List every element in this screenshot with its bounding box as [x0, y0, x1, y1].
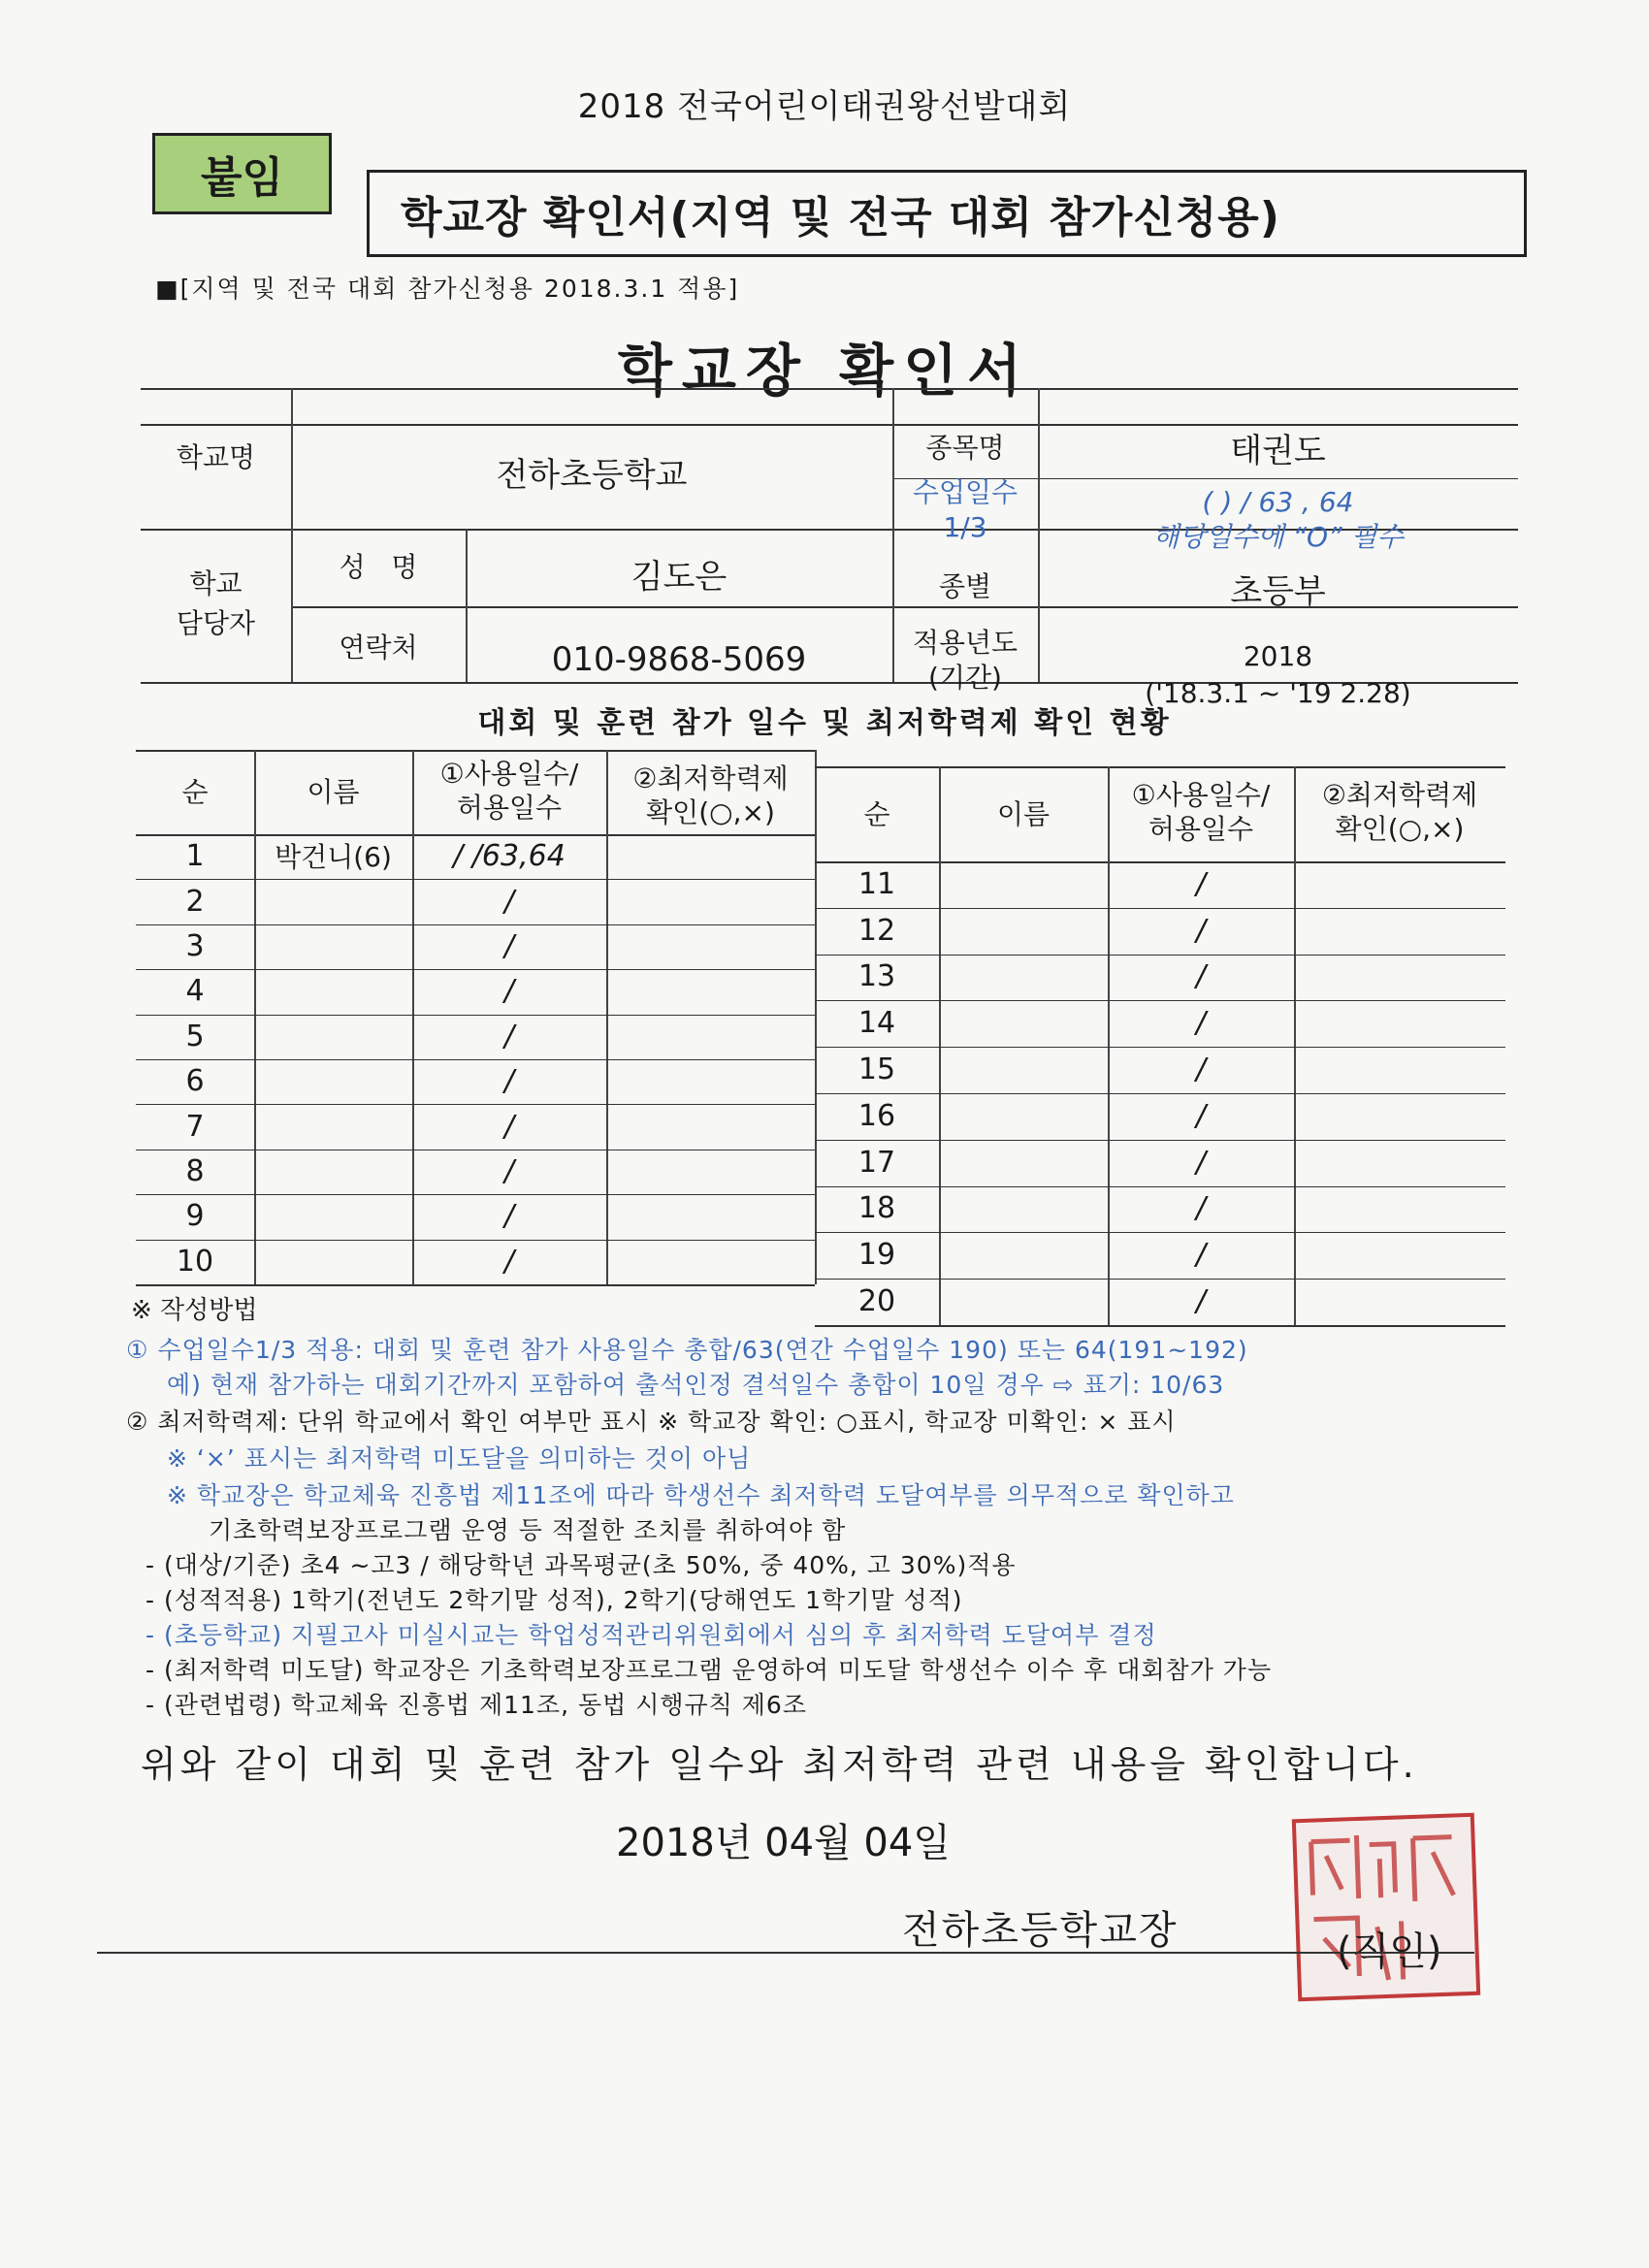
- rule: [815, 1325, 1505, 1327]
- col-header-grade-line2: 확인(○,×): [646, 796, 775, 828]
- row-name: [254, 1150, 412, 1194]
- school-name-label: 학교명: [176, 441, 256, 474]
- note-3: ② 최저학력제: 단위 학교에서 확인 여부만 표시 ※ 학교장 확인: ○표시, 학교장 미확인: × 표시: [126, 1408, 1177, 1436]
- row-days: /: [503, 1153, 515, 1188]
- row-name: [254, 1194, 412, 1239]
- row-check: [606, 1015, 815, 1059]
- row-number: 16: [857, 1098, 896, 1133]
- col-header-grade: [606, 761, 815, 829]
- row-number: 18: [857, 1191, 896, 1226]
- row-check: [606, 1150, 815, 1194]
- row-check: [1294, 1000, 1505, 1047]
- row-days: /: [1195, 913, 1207, 948]
- notes-heading: ※ 작성방법: [131, 1296, 258, 1325]
- col-header-days-line1: ①사용일수/: [1131, 779, 1271, 811]
- row-check: [606, 834, 815, 879]
- row-check: [1294, 955, 1505, 1001]
- row-name: [939, 908, 1108, 955]
- row-number: 12: [857, 913, 896, 948]
- document-title: 학교장 확인서: [617, 338, 1032, 404]
- note-4: ※ ‘×’ 표시는 최저학력 미도달을 의미하는 것이 아님: [167, 1444, 752, 1473]
- row-days: /: [1195, 1145, 1207, 1180]
- row-number: 8: [185, 1153, 205, 1188]
- row-number: 13: [857, 959, 896, 994]
- row-check: [606, 1240, 815, 1284]
- row-days: /: [503, 974, 515, 1009]
- row-days: /: [503, 884, 515, 919]
- event-title: 2018 전국어린이태권왕선발대회: [577, 87, 1072, 126]
- person-name: 김도은: [630, 557, 728, 597]
- row-number: 3: [185, 928, 205, 963]
- row-days: /: [1195, 959, 1207, 994]
- row-name: [254, 1240, 412, 1284]
- note-1: ① 수업일수1/3 적용: 대회 및 훈련 참가 사용일수 총합/63(연간 수업일수 190) 또는 64(191~192): [126, 1336, 1248, 1364]
- note-6: 기초학력보장프로그램 운영 등 적절한 조치를 취하여야 함: [209, 1516, 847, 1544]
- row-name: 박건니(6): [275, 840, 392, 873]
- row-check: [606, 1194, 815, 1239]
- row-number: 9: [185, 1199, 205, 1234]
- row-number: 4: [185, 974, 205, 1009]
- note-7: - (대상/기준) 초4 ~고3 / 해당학년 과목평균(초 50%, 중 40%, 고 30%)적용: [146, 1551, 1017, 1579]
- row-name: [254, 969, 412, 1014]
- row-number: 6: [185, 1064, 205, 1099]
- row-days: /: [503, 1109, 515, 1144]
- row-check: [606, 1104, 815, 1149]
- row-name: [939, 861, 1108, 908]
- class-days-label: [892, 475, 1038, 546]
- rule: [141, 388, 1518, 390]
- class-days-value-line2: 해당일수에 “O” 필수: [1152, 521, 1404, 554]
- row-number: 5: [185, 1019, 205, 1053]
- year-value-line2: ('18.3.1 ~ '19 2.28): [1145, 676, 1411, 709]
- row-name: [939, 1279, 1108, 1325]
- col-header-grade-line2: 확인(○,×): [1335, 813, 1465, 845]
- form-heading: 학교장 확인서(지역 및 전국 대회 참가신청용): [367, 170, 1527, 257]
- row-name: [254, 879, 412, 923]
- division-value: 초등부: [1230, 571, 1326, 611]
- row-number: 10: [176, 1244, 214, 1279]
- row-name: [939, 1232, 1108, 1279]
- col-header-days: [1108, 778, 1294, 846]
- row-check: [1294, 908, 1505, 955]
- bottom-rule: [97, 1952, 1474, 1954]
- class-days-value: [1038, 485, 1518, 556]
- row-days: /: [1195, 1238, 1207, 1273]
- row-days: /: [1195, 1098, 1207, 1133]
- row-check: [606, 924, 815, 969]
- row-check: [606, 969, 815, 1014]
- row-number: 11: [857, 866, 896, 901]
- row-check: [1294, 1279, 1505, 1325]
- row-number: 20: [857, 1284, 896, 1319]
- seal-text: (직인): [1337, 1929, 1442, 1974]
- row-name: [939, 1000, 1108, 1047]
- row-name: [254, 1015, 412, 1059]
- row-number: 19: [857, 1238, 896, 1273]
- note-2: 예) 현재 참가하는 대회기간까지 포함하여 출석인정 결석일수 총합이 10일 경우 ⇨ 표기: 10/63: [167, 1371, 1225, 1399]
- row-number: 17: [857, 1145, 896, 1180]
- row-check: [606, 879, 815, 923]
- row-name: [939, 1093, 1108, 1140]
- school-name: 전하초등학교: [496, 455, 688, 495]
- row-days: /: [1195, 1284, 1207, 1319]
- row-name: [939, 1186, 1108, 1233]
- row-number: 1: [185, 839, 205, 874]
- year-label: [892, 626, 1038, 697]
- row-check: [606, 1059, 815, 1104]
- row-number: 14: [857, 1006, 896, 1041]
- signer: 전하초등학교장: [902, 1908, 1179, 1953]
- col-header-days: [412, 757, 606, 825]
- class-days-label-line2: 1/3: [943, 511, 987, 544]
- row-days: /: [503, 1199, 515, 1234]
- col-header-grade-line1: ②최저학력제: [1321, 779, 1478, 811]
- staff-label-line2: 담당자: [176, 606, 256, 639]
- note-10: - (최저학력 미도달) 학교장은 기초학력보장프로그램 운영하여 미도달 학생선수 이수 후 대회참가 가능: [146, 1656, 1273, 1684]
- row-days: / /63,64: [453, 839, 566, 874]
- year-label-line1: 적용년도: [912, 627, 1018, 659]
- class-days-value-line1: ( ) / 63 , 64: [1202, 486, 1354, 518]
- row-check: [1294, 1140, 1505, 1186]
- col-header-grade-line1: ②최저학력제: [632, 762, 789, 794]
- row-days: /: [1195, 1053, 1207, 1087]
- row-number: 2: [185, 884, 205, 919]
- row-name: [254, 1059, 412, 1104]
- contact-value: 010-9868-5069: [551, 639, 807, 679]
- col-header-days-line1: ①사용일수/: [439, 758, 579, 790]
- row-days: /: [503, 1019, 515, 1053]
- year-value-line1: 2018: [1243, 640, 1313, 672]
- table-section-title: 대회 및 훈련 참가 일수 및 최저학력제 확인 현황: [477, 706, 1172, 740]
- note-5: ※ 학교장은 학교체육 진흥법 제11조에 따라 학생선수 최저학력 도달여부를 의무적으로 확인하고: [167, 1481, 1235, 1509]
- col-header-grade: [1294, 778, 1505, 846]
- row-name: [939, 1140, 1108, 1186]
- row-days: /: [503, 1244, 515, 1279]
- attachment-tag: 붙임: [152, 133, 332, 214]
- contact-label: 연락처: [339, 632, 418, 664]
- row-name: [939, 1047, 1108, 1093]
- row-name: [254, 924, 412, 969]
- row-check: [1294, 1093, 1505, 1140]
- event-value: 태권도: [1230, 431, 1326, 470]
- row-name: [254, 1104, 412, 1149]
- division-label: 종별: [938, 570, 992, 603]
- staff-label-line1: 학교: [189, 567, 242, 599]
- col-header-days-line2: 허용일수: [1148, 813, 1254, 845]
- row-check: [1294, 861, 1505, 908]
- person-name-label: 성 명: [339, 551, 418, 584]
- row-number: 7: [185, 1109, 205, 1144]
- event-label: 종목명: [925, 432, 1005, 465]
- row-days: /: [503, 1064, 515, 1099]
- staff-label: [146, 565, 286, 643]
- note-8: - (성적적용) 1학기(전년도 2학기말 성적), 2학기(당해연도 1학기말 성적): [146, 1586, 963, 1614]
- apply-note: ■[지역 및 전국 대회 참가신청용 2018.3.1 적용]: [155, 275, 740, 303]
- row-name: [939, 955, 1108, 1001]
- col-header-name: 이름: [996, 797, 1051, 830]
- row-days: /: [1195, 1191, 1207, 1226]
- row-check: [1294, 1186, 1505, 1233]
- rule: [136, 1284, 815, 1286]
- col-header-no: 순: [181, 776, 209, 808]
- col-header-days-line2: 허용일수: [456, 792, 563, 824]
- row-check: [1294, 1047, 1505, 1093]
- row-days: /: [503, 928, 515, 963]
- row-days: /: [1195, 1006, 1207, 1041]
- issue-date: 2018년 04월 04일: [616, 1821, 951, 1865]
- year-label-line2: (기간): [928, 662, 1002, 695]
- col-header-name: 이름: [307, 776, 360, 808]
- row-number: 15: [857, 1053, 896, 1087]
- row-days: /: [1195, 866, 1207, 901]
- note-9: - (초등학교) 지필고사 미실시교는 학업성적관리위원회에서 심의 후 최저학력 도달여부 결정: [146, 1621, 1157, 1649]
- confirmation-text: 위와 같이 대회 및 훈련 참가 일수와 최저학력 관련 내용을 확인합니다.: [141, 1743, 1418, 1786]
- row-check: [1294, 1232, 1505, 1279]
- note-11: - (관련법령) 학교체육 진흥법 제11조, 동법 시행규칙 제6조: [146, 1691, 807, 1719]
- col-header-no: 순: [863, 797, 890, 830]
- class-days-label-line1: 수업일수: [912, 476, 1018, 508]
